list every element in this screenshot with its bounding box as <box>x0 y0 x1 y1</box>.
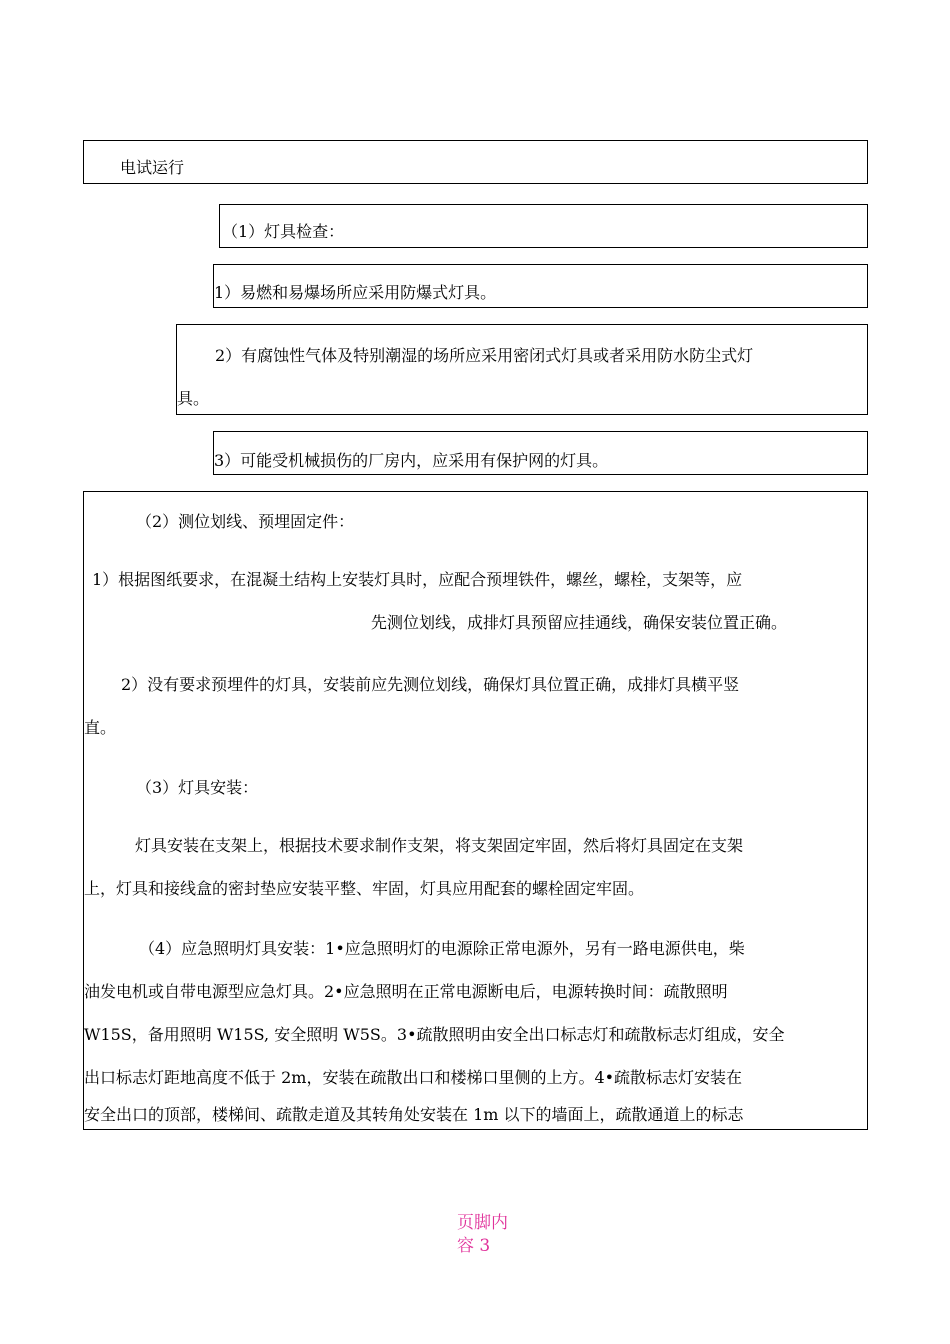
positioning-p2-line-1: 2）没有要求预埋件的灯具，安装前应先测位划线，确保灯具位置正确，成排灯具横平竖 <box>121 675 740 694</box>
lamp-check-item-3: 3）可能受机械损伤的厂房内，应采用有保护网的灯具。 <box>214 451 609 470</box>
installation-line-1: 灯具安装在支架上，根据技术要求制作支架，将支架固定牢固，然后将灯具固定在支架 <box>135 836 744 855</box>
lamp-check-item-2-line-2: 具。 <box>177 389 210 408</box>
lamp-check-item-3-box <box>213 431 868 475</box>
installation-heading: （3）灯具安装： <box>136 778 259 797</box>
section-title: 电试运行 <box>120 158 185 177</box>
positioning-p2-line-2: 直。 <box>84 718 117 737</box>
emergency-line-4: 出口标志灯距地高度不低于 2m，安装在疏散出口和楼梯口里侧的上方。4•疏散标志灯安装在 <box>84 1068 743 1087</box>
footer-line-2: 容 3 <box>457 1236 491 1256</box>
positioning-p1-line-1: 1）根据图纸要求，在混凝土结构上安装灯具时，应配合预埋铁件，螺丝，螺栓，支架等，应 <box>92 570 743 589</box>
installation-line-2: 上，灯具和接线盒的密封垫应安装平整、牢固，灯具应用配套的螺栓固定牢固。 <box>84 879 645 898</box>
page-footer <box>457 1212 508 1258</box>
lamp-check-item-2-box <box>176 324 868 415</box>
content-box <box>83 491 868 1130</box>
lamp-check-item-1-box <box>213 264 868 308</box>
lamp-check-heading: （1）灯具检查： <box>222 222 345 241</box>
positioning-heading: （2）测位划线、预埋固定件： <box>136 512 355 531</box>
footer-line-1: 页脚内 <box>457 1213 508 1233</box>
section-title-box <box>83 140 868 184</box>
emergency-line-3: W15S，备用照明 W15S, 安全照明 W5S。3•疏散照明由安全出口标志灯和疏散标志灯组成，安全 <box>84 1025 785 1044</box>
lamp-check-item-1: 1）易燃和易爆场所应采用防爆式灯具。 <box>214 283 497 302</box>
emergency-line-1: （4）应急照明灯具安装：1•应急照明灯的电源除正常电源外，另有一路电源供电，柴 <box>139 939 745 958</box>
emergency-line-5: 安全出口的顶部，楼梯间、疏散走道及其转角处安装在 1m 以下的墙面上，疏散通道上的标志 <box>84 1105 744 1124</box>
lamp-check-item-2-line-1: 2）有腐蚀性气体及特别潮湿的场所应采用密闭式灯具或者采用防水防尘式灯 <box>215 346 754 365</box>
lamp-check-heading-box <box>219 204 868 248</box>
positioning-p1-line-2: 先测位划线，成排灯具预留应挂通线，确保安装位置正确。 <box>371 613 788 632</box>
emergency-line-2: 油发电机或自带电源型应急灯具。2•应急照明在正常电源断电后，电源转换时间：疏散照明 <box>84 982 728 1001</box>
